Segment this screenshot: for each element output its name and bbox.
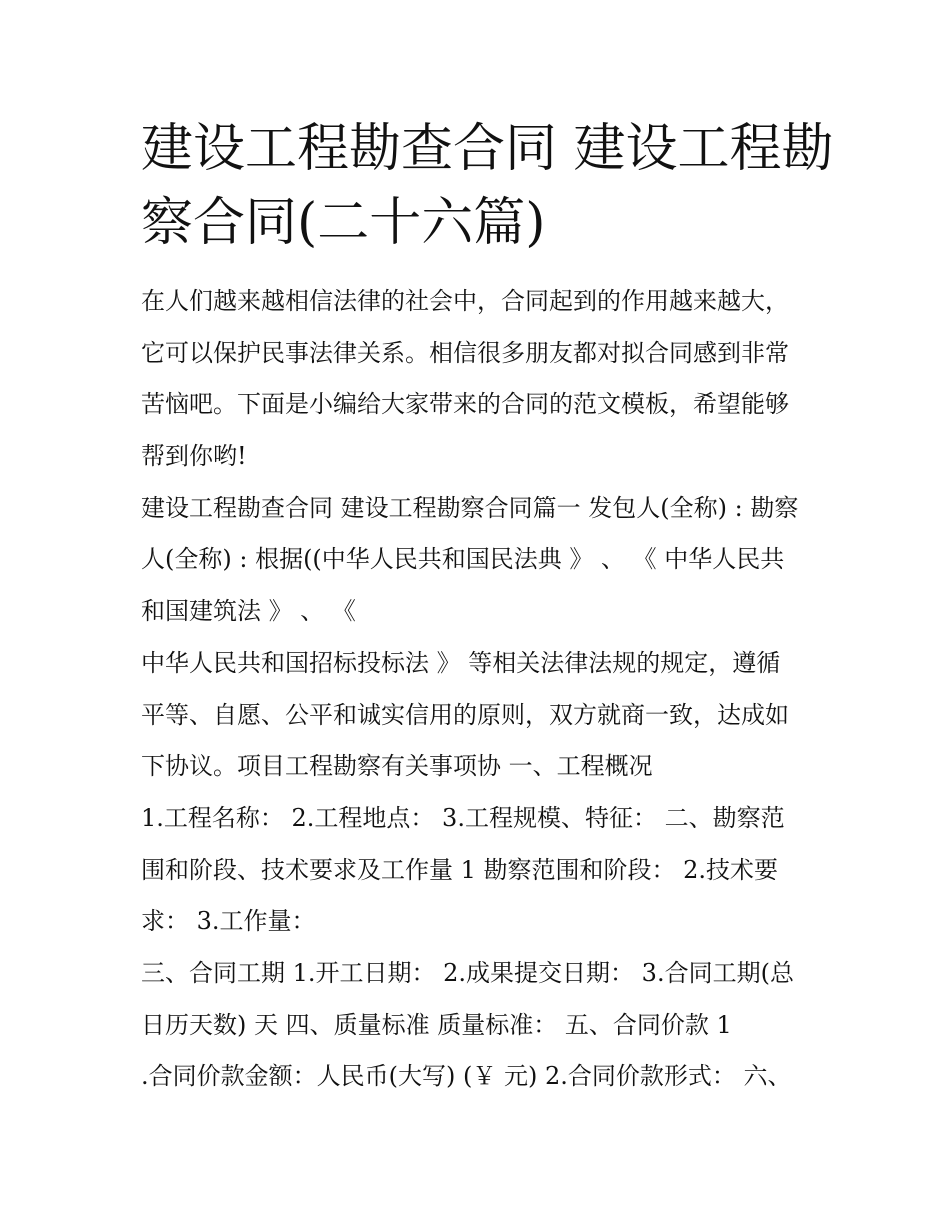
body-line: 中华人民共和国招标投标法 》 等相关法律法规的规定，遵循 bbox=[141, 648, 781, 677]
document-body bbox=[141, 280, 821, 1107]
body-line: 三、合同工期 1.开工日期： 2.成果提交日期： 3.合同工期(总 bbox=[141, 958, 794, 987]
body-line: 平等、自愿、公平和诚实信用的原则，双方就商一致，达成如 bbox=[141, 700, 789, 729]
body-line: 日历天数) 天 四、质量标准 质量标准： 五、合同价款 1 bbox=[141, 1010, 732, 1039]
body-line: 1.工程名称： 2.工程地点： 3.工程规模、特征： 二、勘察范 bbox=[141, 803, 785, 832]
title-line-2: 察合同(二十六篇) bbox=[141, 193, 546, 253]
body-line: 建设工程勘查合同 建设工程勘察合同篇一 发包人(全称) : 勘察 bbox=[141, 493, 799, 522]
title-line-1: 建设工程勘查合同 建设工程勘 bbox=[141, 119, 834, 179]
body-line: 人(全称) : 根据((中华人民共和国民法典 》 、 《 中华人民共 bbox=[141, 545, 785, 574]
body-line: .合同价款金额：人民币(大写) (￥ 元) 2.合同价款形式： 六、 bbox=[141, 1062, 792, 1091]
body-line: 在人们越来越相信法律的社会中，合同起到的作用越来越大， bbox=[141, 287, 789, 315]
body-line: 下协议。项目工程勘察有关事项协 一、工程概况 bbox=[141, 752, 653, 781]
body-line: 帮到你哟! bbox=[141, 442, 247, 471]
body-line: 和国建筑法 》 、 《 bbox=[141, 597, 356, 626]
body-line: 求： 3.工作量： bbox=[141, 907, 316, 936]
body-line: 它可以保护民事法律关系。相信很多朋友都对拟合同感到非常 bbox=[141, 338, 789, 367]
document-title bbox=[141, 112, 834, 260]
body-line: 苦恼吧。下面是小编给大家带来的合同的范文模板，希望能够 bbox=[141, 390, 789, 419]
body-line: 围和阶段、技术要求及工作量 1 勘察范围和阶段： 2.技术要 bbox=[141, 855, 779, 884]
